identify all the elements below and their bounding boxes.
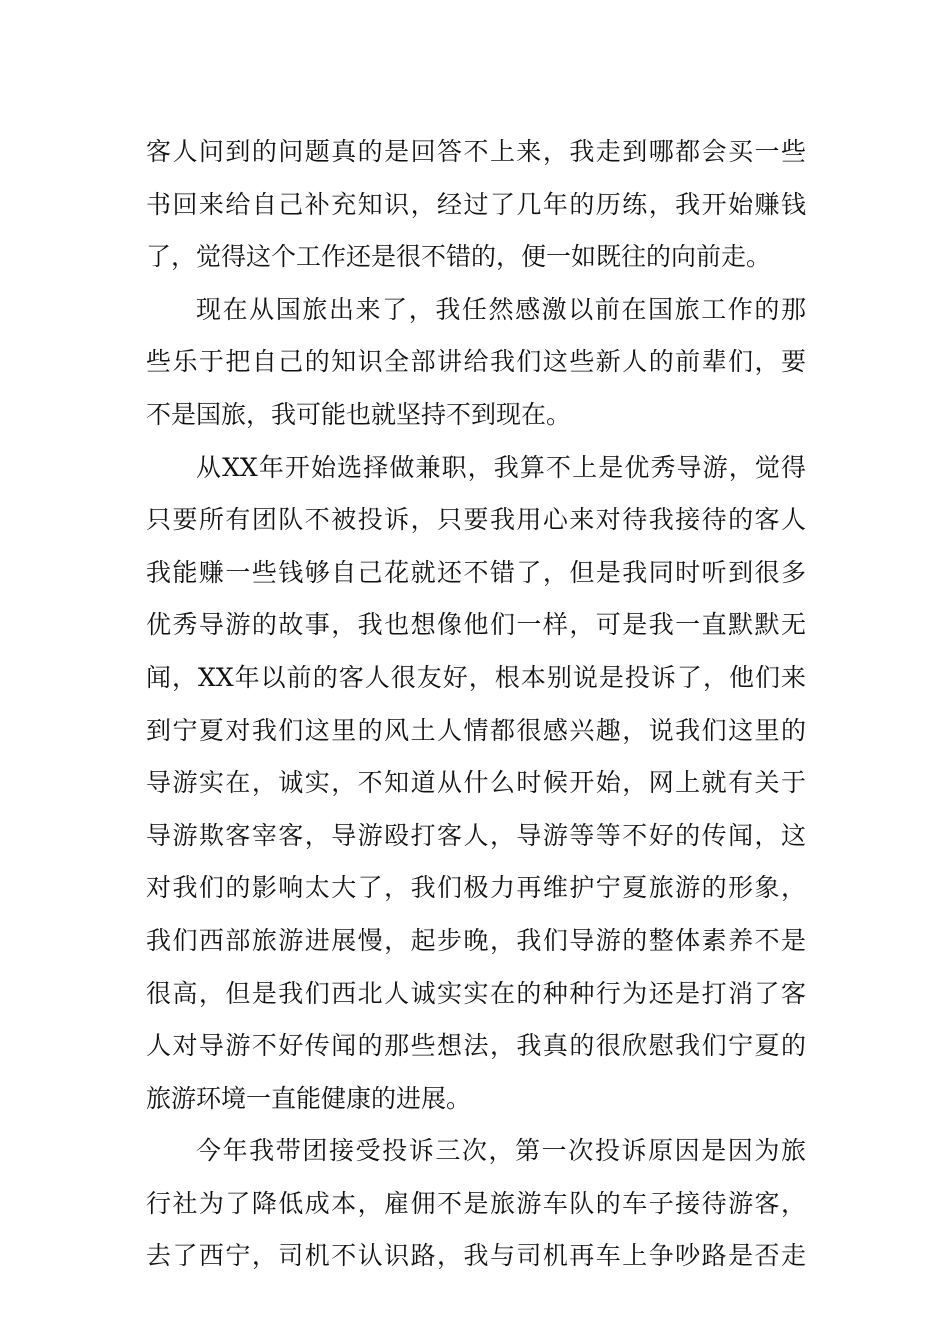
text-line: 导游欺客宰客，导游殴打客人，导游等等不好的传闻，这 [146,820,806,850]
text-line: 了，觉得这个工作还是很不错的，便一如既往的向前走。 [146,242,772,272]
text-line: 今年我带团接受投诉三次，第一次投诉原因是因为旅 [196,1136,806,1166]
text-line: 客人问到的问题真的是回答不上来，我走到哪都会买一些 [146,137,806,166]
text-line: 我能赚一些钱够自己花就还不错了，但是我同时听到很多 [146,557,806,587]
text-line: 从XX年开始选择做兼职，我算不上是优秀导游，觉得 [196,452,806,482]
text-line: 旅游环境一直能健康的进展。 [146,1083,472,1113]
text-line: 些乐于把自己的知识全部讲给我们这些新人的前辈们，要 [146,347,806,377]
text-line: 到宁夏对我们这里的风土人情都很感兴趣，说我们这里的 [146,715,806,745]
text-line: 现在从国旅出来了，我任然感激以前在国旅工作的那 [196,294,806,324]
text-line: 书回来给自己补充知识，经过了几年的历练，我开始赚钱 [146,189,806,219]
text-line: 导游实在，诚实，不知道从什么时候开始，网上就有关于 [146,768,806,798]
text-line: 去了西宁，司机不认识路，我与司机再车上争吵路是否走 [146,1241,806,1271]
body-text [146,126,806,1283]
text-line: 不是国旅，我可能也就坚持不到现在。 [146,399,572,429]
text-line: 我们西部旅游进展慢，起步晚，我们导游的整体素养不是 [146,925,806,955]
text-line: 很高，但是我们西北人诚实实在的种种行为还是打消了客 [146,978,806,1008]
text-line: 人对导游不好传闻的那些想法，我真的很欣慰我们宁夏的 [146,1031,806,1061]
text-line: 优秀导游的故事，我也想像他们一样，可是我一直默默无 [146,610,806,640]
text-line: 行社为了降低成本，雇佣不是旅游车队的车子接待游客， [146,1188,806,1218]
text-line: 闻，XX年以前的客人很友好，根本别说是投诉了，他们来 [146,662,806,692]
text-line: 只要所有团队不被投诉，只要我用心来对待我接待的客人 [146,505,806,535]
text-line: 对我们的影响太大了，我们极力再维护宁夏旅游的形象， [146,873,806,903]
